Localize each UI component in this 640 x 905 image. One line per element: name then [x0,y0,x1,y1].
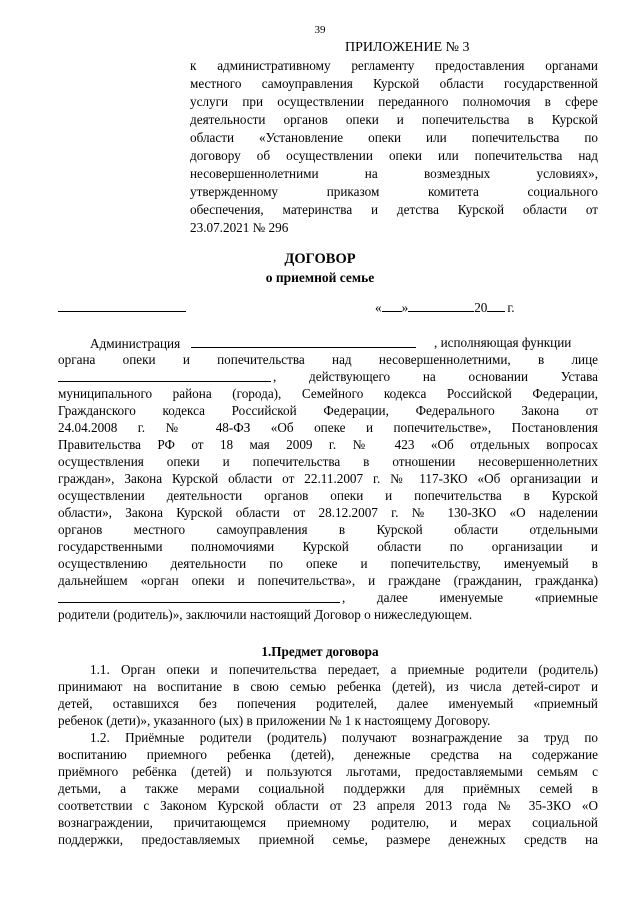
clause-line: детьми, а также мерами социальной поддержки для приёмных семей в [58,781,598,796]
intro-line: осуществлении деятельности органов опеки и попечительства в Курской [58,488,598,503]
clause-line: детей, оставшихся без попечения родителей, далее именуемый «приемный [58,696,598,711]
appendix-title: ПРИЛОЖЕНИЕ № 3 [345,40,470,55]
intro-line: 24.04.2008 г. № 48-ФЗ «Об опеке и попечительстве», Постановления [58,420,598,435]
year-suffix: г. [507,300,515,315]
intro-line: граждан», Закона Курской области от 22.11.2007 г. № 117-ЗКО «Об организации и [58,471,598,486]
intro-line-end: , далее именуемые «приемные [342,590,598,605]
intro-line-end: , действующего на основании Устава [273,369,598,384]
intro-line: области», Закона Курской области от 28.12.2007 г. № 130-ЗКО «О наделении [58,505,598,520]
appendix-line: услуги при осуществлении переданного полномочия в сфере [190,94,598,109]
section-heading: 1.Предмет договора [261,644,379,659]
intro-line: родители (родитель)», заключили настоящий Договор о нижеследующем. [58,607,473,622]
appendix-line: обеспечения, материнства и детства Курской области от [190,202,598,217]
date-line [375,299,515,316]
intro-line: осуществления опеки и попечительства в отношении несовершеннолетних [58,454,598,469]
clause-line: поддержки, предоставляемых приемной семье, размере денежных средств на [58,832,598,847]
appendix-line: 23.07.2021 № 296 [190,220,289,235]
appendix-line: договору об осуществлении опеки или попечительства над [190,148,598,163]
intro-line: органа опеки и попечительства над несовершеннолетними, в лице [58,352,598,367]
clause-line: приёмного ребёнка (детей) и пользуются льготами, предоставляемыми семьям с [58,764,598,779]
appendix-line: несовершеннолетними на возмездных условиях», [190,166,598,181]
appendix-line: утвержденному приказом комитета социального [190,184,598,199]
place-line [58,299,186,316]
date-open-quote: « [375,300,382,315]
intro-line [58,369,271,386]
intro-line-end: , исполняющая функции [434,335,572,350]
clause-line: вознаграждении, причитающемся приемному родителю, и мерах социальной [58,815,598,830]
intro-line: дальнейшем «орган опеки и попечительства», и граждане (гражданин, гражданка) [58,573,598,588]
appendix-line: к административному регламенту предоставления органами [190,58,598,73]
year-prefix: 20 [474,300,488,315]
intro-line: Гражданского кодекса Российской Федерации, Федерального Закона от [58,403,598,418]
clause-line: соответствии с Законом Курской области от 23 апреля 2013 года № 35-ЗКО «О [58,798,598,813]
page-number: 39 [314,24,326,36]
intro-line: муниципального района (города), Семейного кодекса Российской Федерации, [58,386,598,401]
appendix-line: области «Установление опеки или попечительства по [190,130,598,145]
intro-line: органов местного самоуправления в Курской области отдельными [58,522,598,537]
clause-line: воспитанию приемного ребенка (детей), денежные средства на содержание [58,747,598,762]
appendix-line: деятельности органов опеки и попечительства в Курской [190,112,598,127]
intro-line: государственными полномочиями Курской области по организации и [58,539,598,554]
doc-title: ДОГОВОР [284,251,356,267]
intro-line: Администрация [90,335,416,352]
intro-line: осуществлению деятельности по опеке и попечительству, именуемый в [58,556,598,571]
appendix-line: местного самоуправления Курской области государственной [190,76,598,91]
intro-line: Правительства РФ от 18 мая 2009 г. № 423 «Об отдельных вопросах [58,437,598,452]
clause-line: принимают на воспитание в свою семью ребенка (детей), из числа детей-сирот и [58,679,598,694]
clause-line: 1.2. Приёмные родители (родитель) получают вознаграждение за труд по [90,730,598,745]
doc-subtitle: о приемной семье [265,270,375,285]
date-close-quote: » [401,300,409,315]
clause-line: ребенок (дети)», указанного (ых) в приложении № 1 к настоящему Договору. [58,713,491,728]
intro-line [58,590,340,607]
clause-line: 1.1. Орган опеки и попечительства передает, а приемные родители (родитель) [90,662,598,677]
